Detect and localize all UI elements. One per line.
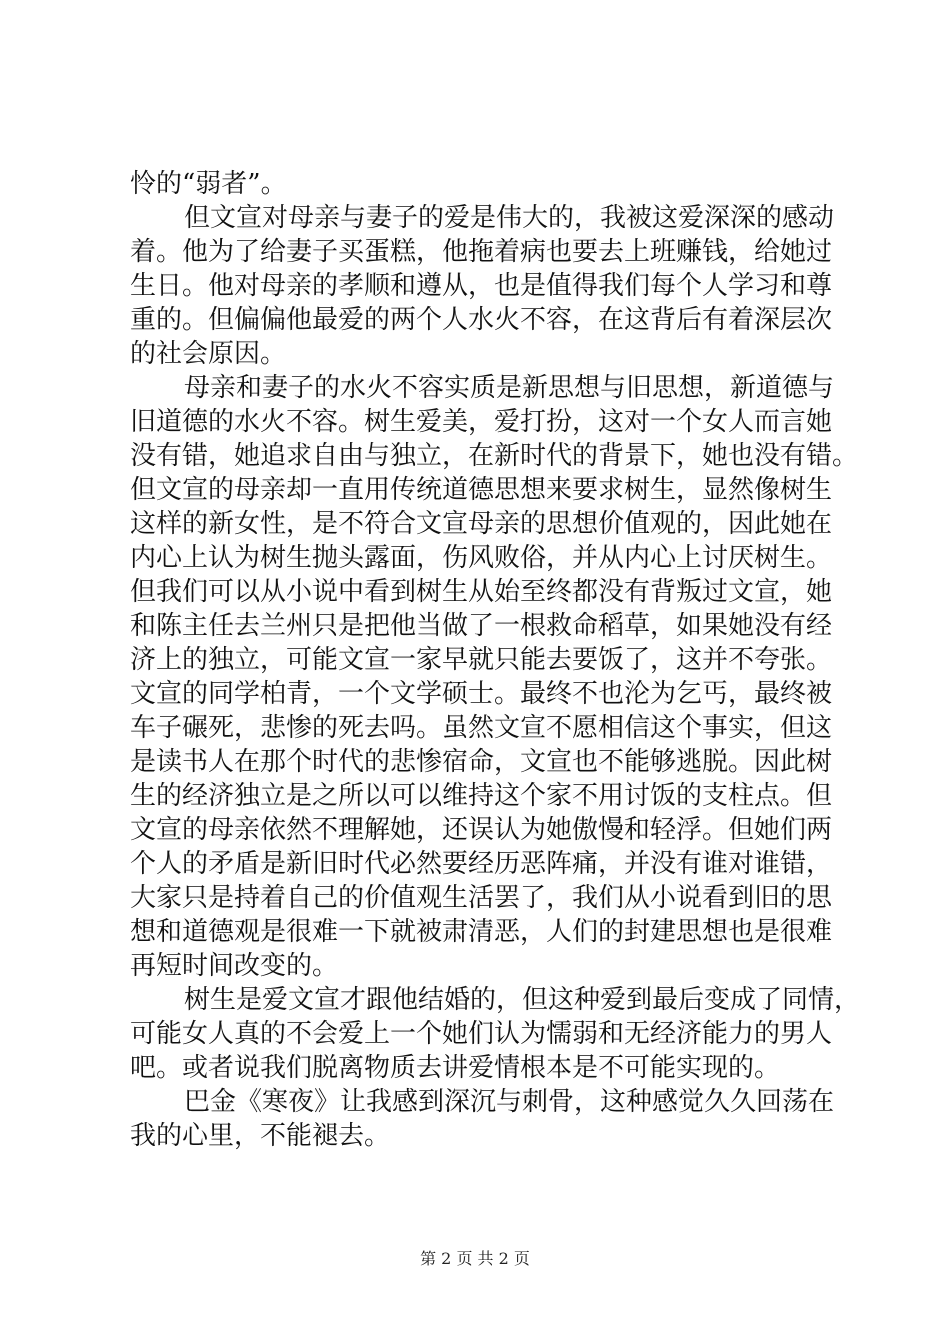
text-line: 和陈主任去兰州只是把他当做了一根救命稻草，如果她没有经 — [130, 611, 833, 641]
text-line: 但文宣的母亲却一直用传统道德思想来要求树生，显然像树生 — [130, 475, 833, 505]
text-line: 但我们可以从小说中看到树生从始至终都没有背叛过文宣，她 — [130, 577, 833, 607]
text-line: 生日。他对母亲的孝顺和遵从，也是值得我们每个人学习和尊 — [130, 271, 833, 301]
paragraph — [130, 1085, 835, 1153]
paragraph — [130, 983, 861, 1085]
document-body — [130, 167, 861, 1153]
paragraph — [130, 371, 859, 983]
text-line: 没有错，她追求自由与独立，在新时代的背景下，她也没有错。 — [130, 441, 859, 471]
text-line: 是读书人在那个时代的悲惨宿命，文宣也不能够逃脱。因此树 — [130, 747, 833, 777]
text-line: 文宣的母亲依然不理解她，还误认为她傲慢和轻浮。但她们两 — [130, 815, 833, 845]
paragraph — [130, 167, 830, 201]
text-line: 我的心里，不能褪去。 — [130, 1121, 391, 1151]
text-line: 重的。但偏偏他最爱的两个人水火不容，在这背后有着深层次 — [130, 305, 833, 335]
text-line: 内心上认为树生抛头露面，伤风败俗，并从内心上讨厌树生。 — [130, 543, 833, 573]
text-line: 个人的矛盾是新旧时代必然要经历恶阵痛，并没有谁对谁错， — [130, 849, 833, 879]
text-line: 母亲和妻子的水火不容实质是新思想与旧思想，新道德与 — [184, 373, 835, 403]
text-line: 济上的独立，可能文宣一家早就只能去要饭了，这并不夸张。 — [130, 645, 833, 675]
text-line: 文宣的同学柏青，一个文学硕士。最终不也沦为乞丐，最终被 — [130, 679, 833, 709]
text-line: 车子碾死，悲惨的死去吗。虽然文宣不愿相信这个事实，但这 — [130, 713, 833, 743]
text-line: 生的经济独立是之所以可以维持这个家不用讨饭的支柱点。但 — [130, 781, 833, 811]
text-line: 可能女人真的不会爱上一个她们认为懦弱和无经济能力的男人 — [130, 1019, 833, 1049]
text-line: 巴金《寒夜》让我感到深沉与刺骨，这种感觉久久回荡在 — [184, 1087, 835, 1117]
text-line: 树生是爱文宣才跟他结婚的，但这种爱到最后变成了同情， — [184, 985, 861, 1015]
paragraph — [130, 201, 835, 371]
text-line: 但文宣对母亲与妻子的爱是伟大的，我被这爱深深的感动 — [184, 203, 835, 233]
text-line: 大家只是持着自己的价值观生活罢了，我们从小说看到旧的思 — [130, 883, 833, 913]
text-line: 怜的“弱者”。 — [130, 169, 287, 199]
text-line: 的社会原因。 — [130, 339, 287, 369]
text-line: 想和道德观是很难一下就被肃清恶，人们的封建思想也是很难 — [130, 917, 833, 947]
text-line: 旧道德的水火不容。树生爱美，爱打扮，这对一个女人而言她 — [130, 407, 833, 437]
text-line: 这样的新女性，是不符合文宣母亲的思想价值观的，因此她在 — [130, 509, 833, 539]
text-line: 吧。或者说我们脱离物质去讲爱情根本是不可能实现的。 — [130, 1053, 781, 1083]
page-number-footer: 第 2 页 共 2 页 — [420, 1249, 530, 1268]
text-line: 再短时间改变的。 — [130, 951, 339, 981]
text-line: 着。他为了给妻子买蛋糕，他拖着病也要去上班赚钱，给她过 — [130, 237, 833, 267]
